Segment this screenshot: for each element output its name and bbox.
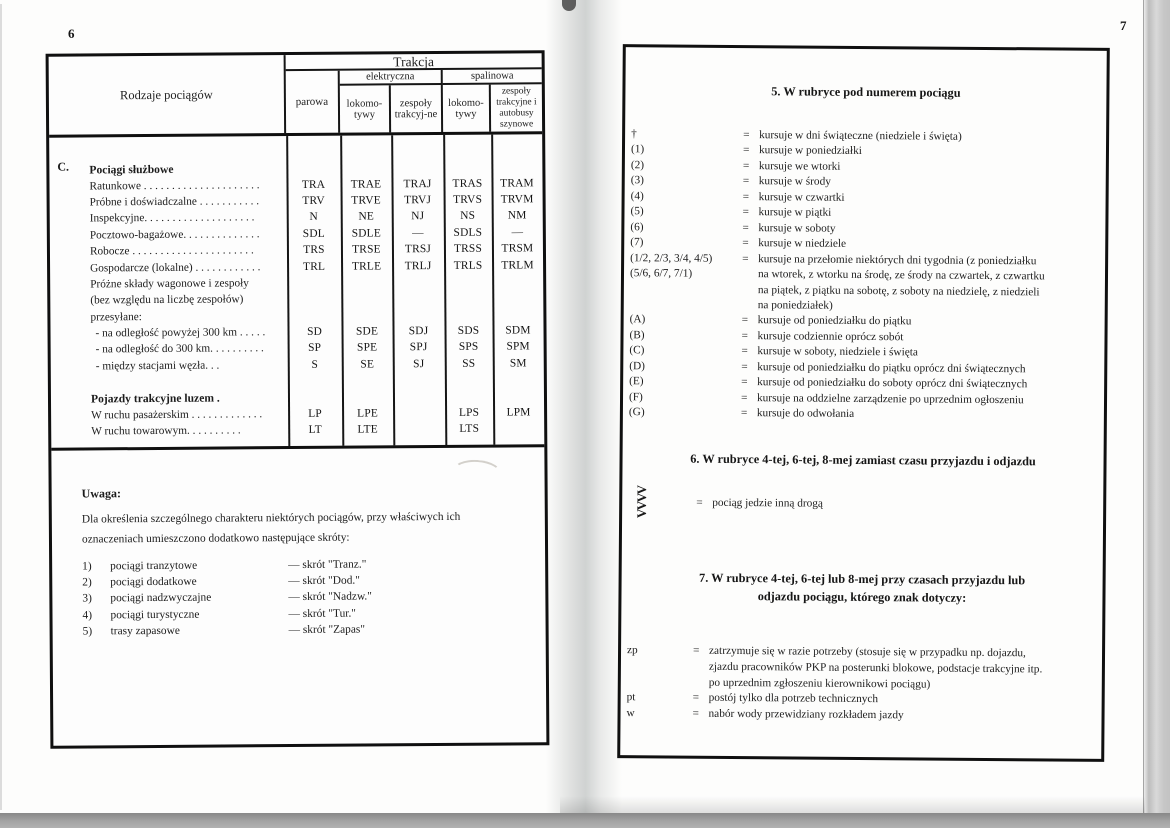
train-type-label: - między stacjami węzła. . . (95, 359, 220, 373)
symbol-item (629, 405, 1099, 424)
section5-heading: 5. W rubryce pod numerem pociągu (771, 84, 961, 100)
equals-sign: = (742, 221, 749, 234)
definition-cell: kursuje codziennie oprócz sobót (757, 330, 904, 344)
train-type-label: Robocze . . . . . . . . . . . . . . . . . . . . . . (89, 244, 254, 258)
section7-heading-line2: odjazdu pociągu, którego znak dotyczy: (757, 589, 967, 605)
train-type-label: Ratunkowe . . . . . . . . . . . . . . . . . . . . . (89, 178, 260, 193)
traction-code-electric-loco: SDE (355, 325, 379, 338)
equals-sign: = (742, 144, 750, 157)
traction-code-diesel-loco: SDLS (453, 226, 483, 239)
traction-code-steam: TRA (301, 178, 326, 191)
book-gutter-shadow (546, 0, 622, 813)
traction-code-diesel-loco: LPS (458, 406, 480, 419)
symbol-cell: (B) (629, 329, 645, 342)
equals-sign: = (693, 644, 700, 657)
definition-cell: kursuje we wtorki (758, 160, 841, 173)
symbol-cell: (A) (629, 313, 646, 326)
traction-code-diesel-loco: SS (462, 357, 476, 370)
definition-cell: kursuje w poniedziałki (758, 144, 862, 158)
train-type-label: W ruchu pasażerskim . . . . . . . . . . . . . (91, 408, 263, 422)
note-item (83, 620, 523, 639)
note-item-number: 2) (82, 576, 92, 589)
traction-code-electric-unit: TRVJ (404, 194, 432, 207)
traction-code-steam: TRS (303, 243, 325, 257)
train-row (51, 421, 544, 441)
note-section (82, 483, 523, 639)
bottom-soft-shadow (560, 796, 1145, 813)
reroute-symbol-item (628, 481, 1098, 527)
traction-code-electric-loco: SDLE (351, 227, 382, 240)
equals-sign: = (696, 496, 703, 509)
train-type-label: Pojazdy trakcyjne luzem . (90, 391, 220, 406)
note-item-abbreviation: — skrót "Tur." (288, 607, 356, 620)
note-item-label: pociągi nadzwyczajne (110, 592, 212, 605)
note-item-label: pociągi tranzytowe (110, 559, 198, 573)
traction-code-electric-unit: SDJ (408, 325, 429, 338)
traction-code-electric-unit: TRLJ (404, 259, 432, 272)
column-header-diesel-units-railbuses: zespoły trakcyjne i autobusy szynowe (496, 85, 537, 130)
equals-sign: = (742, 190, 750, 203)
symbol-cell: (F) (628, 390, 643, 403)
row-header-train-kinds: Rodzaje pociągów (49, 55, 287, 135)
definition-cell: postój tylko dla potrzeb technicznych (708, 692, 879, 706)
traction-code-electric-unit: TRSJ (404, 243, 432, 256)
note-items (82, 555, 523, 639)
traction-code-diesel-unit: TRVM (500, 193, 534, 206)
train-type-label: przesyłane: (90, 310, 142, 324)
definition-cell: pociąg jedzie inną drogą (712, 496, 823, 510)
traction-code-electric-loco: NE (358, 210, 375, 223)
traction-code-electric-unit: TRAJ (403, 177, 432, 190)
symbol-list (629, 127, 1101, 424)
symbol-cell: zp (627, 644, 638, 657)
traction-code-diesel-loco: SDS (457, 324, 480, 337)
equals-sign: = (741, 329, 748, 342)
traction-code-steam: LP (308, 407, 322, 420)
note-item-label: pociągi turystyczne (110, 608, 200, 621)
symbol-cell: (3) (630, 174, 644, 187)
traction-code-diesel-loco: TRLS (453, 259, 483, 272)
note-item-abbreviation: — skrót "Tranz." (288, 558, 367, 572)
train-rows (49, 134, 544, 440)
scan-left-edge (0, 4, 2, 810)
equals-sign: = (742, 159, 750, 173)
equals-sign: = (740, 391, 748, 404)
scan-bottom-band (0, 813, 1170, 828)
definition-cell: kursuje w piątki (758, 206, 832, 220)
symbol-cell: (5) (630, 205, 644, 218)
symbol-cell: (D) (629, 359, 646, 373)
note-intro: Dla określenia szczególnego charakteru niektórych pociągów, przy właściwych ich oznaczeniach umieszczono dodatkowo następujące skróty: (81, 510, 461, 546)
traction-code-diesel-unit: TRLM (501, 258, 534, 272)
train-type-label: W ruchu towarowym. . . . . . . . . . (91, 424, 241, 438)
symbol-cell: (E) (629, 375, 644, 388)
traction-code-diesel-unit: SM (509, 357, 527, 370)
traction-code-diesel-unit: SPM (506, 340, 530, 354)
train-type-label: Próbne i doświadczalne . . . . . . . . . . . (89, 195, 260, 209)
symbol-item (626, 706, 1098, 726)
equals-sign: = (741, 376, 748, 389)
definition-cell: kursuje w czwartki (758, 190, 845, 204)
symbol-cell: (7) (630, 236, 644, 249)
equals-sign: = (740, 407, 748, 420)
traction-code-diesel-loco: LTS (459, 423, 480, 436)
symbol-cell: (4) (630, 189, 644, 203)
traction-code-electric-loco: TRSE (352, 243, 381, 256)
symbols-legend-frame (617, 44, 1110, 762)
equals-sign: = (742, 206, 749, 219)
traction-code-steam: SP (308, 342, 322, 355)
equals-sign: = (741, 345, 748, 358)
traction-code-diesel-loco: TRVS (453, 193, 483, 206)
column-header-steam: parowa (286, 71, 340, 133)
traction-code-electric-unit: — (412, 226, 424, 239)
definition-cell: kursuje do odwołania (756, 407, 855, 421)
definition-cell: kursuje od poniedziałku do soboty oprócz dni świątecznych (757, 376, 1028, 391)
traction-code-steam: TRV (302, 194, 325, 207)
traction-code-electric-loco: SPE (356, 341, 378, 355)
symbol-cell: w (626, 707, 635, 720)
traction-code-electric-unit: SJ (413, 357, 425, 371)
equals-sign: = (692, 692, 700, 705)
note-item-label: pociągi dodatkowe (110, 575, 197, 589)
symbol-cell: (6) (630, 220, 644, 233)
definition-cell: zatrzymuje się w razie potrzeby (stosuje się w przypadku np. dojazdu, zjazdu pracowników PKP na posterunki blokowe, podstacje trakcyjne itp. po uprzednim zgłoszeniu kierownikowi pociągu) (708, 644, 1043, 691)
traction-code-electric-loco: SE (360, 358, 375, 371)
note-item-number: 3) (82, 592, 92, 605)
note-item-number: 4) (82, 609, 93, 622)
definition-cell: kursuje w soboty (758, 221, 836, 235)
symbol-cell: (G) (628, 406, 645, 419)
traction-code-diesel-unit: SDM (505, 324, 531, 337)
train-type-label (51, 381, 288, 383)
traction-code-diesel-loco: NS (460, 210, 476, 223)
left-page-number: 6 (68, 26, 75, 41)
symbol-cell: (2) (630, 159, 645, 172)
table-header (49, 53, 543, 137)
section7-heading-line1: 7. W rubryce 4-tej, 6-tej lub 8-mej przy czasach przyjazdu lub (699, 570, 1026, 588)
definition-cell: kursuje w środy (758, 175, 831, 189)
traction-code-electric-loco: LPE (357, 407, 379, 420)
equals-sign: = (742, 252, 749, 265)
section-letter: C. (57, 159, 70, 174)
traction-code-electric-unit: NJ (411, 210, 425, 223)
column-header-diesel-locomotives: lokomo- tywy (443, 85, 491, 132)
equals-sign: = (743, 129, 750, 142)
traction-code-diesel-unit: TRAM (500, 176, 534, 190)
train-type-label: Pociągi służbowe (89, 162, 174, 177)
definition-cell: nabór wody przewidziany rozkładem jazdy (708, 707, 904, 722)
definition-cell: kursuje na oddzielne zarządzenie po uprzednim ogłoszeniu (756, 391, 1024, 406)
traction-code-electric-loco: TRVE (351, 194, 381, 207)
traction-code-steam: TRL (302, 260, 326, 273)
stop-symbol-list (626, 643, 1099, 726)
traction-code-electric-unit: SPJ (409, 341, 428, 354)
traction-code-electric-loco: TRLE (351, 259, 382, 273)
definition-cell: kursuje od poniedziałku do piątku (757, 314, 912, 328)
table-title-traction: Trakcja (286, 53, 542, 71)
symbol-item (630, 251, 1100, 317)
traction-code-diesel-unit: TRSM (501, 242, 534, 255)
column-group-diesel: spalinowa (443, 69, 542, 85)
traction-code-diesel-unit: LPM (506, 406, 531, 419)
train-type-label: - na odległość powyżej 300 km . . . . . (95, 326, 266, 340)
column-header-electric-units: zespoły trakcyj-ne (391, 85, 443, 132)
traction-code-steam: LT (308, 424, 322, 437)
section6-heading: 6. W rubryce 4-tej, 6-tej, 8-mej zamiast czasu przyjazdu i odjazdu (690, 451, 1036, 469)
traction-code-steam: N (309, 211, 318, 224)
traction-code-diesel-unit: — (511, 226, 524, 239)
symbol-cell: pt (626, 691, 636, 704)
symbol-cell: (1) (630, 143, 645, 156)
symbol-cell: (1/2, 2/3, 3/4, 4/5) (5/6, 6/7, 7/1) (629, 251, 713, 280)
column-header-electric-locomotives: lokomo- tywy (340, 85, 391, 132)
column-group-electric: elektryczna (340, 70, 443, 86)
definition-cell: kursuje na przełomie niektórych dni tygodnia (z poniedziałku na wtorek, z wtorku na środę, ze środy na czwartek, z czwartku na piątek, z piątku na sobotę, z soboty na niedzielę, z niedzieli na poniedziałek) (757, 252, 1045, 312)
train-type-label: Inspekcyjne. . . . . . . . . . . . . . . . . . . . (89, 211, 255, 225)
traction-code-diesel-loco: SPS (458, 341, 479, 354)
note-item-abbreviation: — skrót "Nadzw." (288, 590, 372, 604)
note-item-abbreviation: — skrót "Zapas" (288, 623, 366, 636)
equals-sign: = (742, 175, 750, 188)
equals-sign: = (741, 314, 749, 327)
note-item-abbreviation: — skrót "Dod." (288, 574, 360, 588)
page-edge-strip (1143, 0, 1170, 813)
definition-cell: kursuje w niedziele (758, 237, 847, 251)
symbol-cell: † (631, 128, 637, 141)
train-type-label: - na odległość do 300 km. . . . . . . . . . (95, 342, 264, 356)
table-bottom-rule (51, 444, 544, 450)
traction-code-electric-loco: LTE (357, 423, 378, 437)
reroute-chevrons-icon (628, 481, 696, 524)
symbol-cell: (C) (629, 344, 645, 357)
note-item-number: 5) (82, 625, 93, 638)
traction-code-diesel-loco: TRSS (453, 242, 483, 256)
train-type-label: (bez względu na liczbę zespołów) (90, 293, 244, 307)
equals-sign: = (741, 360, 748, 373)
right-page-number: 7 (1120, 18, 1127, 33)
definition-cell: kursuje w soboty, niedziele i święta (757, 345, 918, 359)
traction-code-electric-loco: TRAE (350, 177, 382, 191)
traction-code-diesel-unit: NM (507, 209, 527, 222)
traction-code-steam: SDL (302, 227, 325, 240)
traction-code-steam: SD (307, 325, 323, 339)
definition-cell: kursuje od poniedziałku do piątku oprócz dni świątecznych (757, 360, 1026, 376)
definition-cell: kursuje w dni świąteczne (niedziele i święta) (759, 129, 962, 143)
chevron-glyphs: VVVV (633, 486, 650, 519)
note-item-number: 1) (82, 560, 92, 573)
equals-sign: = (742, 237, 749, 250)
train-type-label: Gospodarcze (lokalne) . . . . . . . . . . . . (90, 260, 261, 274)
equals-sign: = (692, 707, 699, 720)
note-heading: Uwaga: (81, 486, 122, 501)
traction-code-steam: S (311, 358, 319, 371)
train-type-label: Pocztowo-bagażowe. . . . . . . . . . . . . . (89, 228, 260, 242)
symbol-item (627, 643, 1099, 694)
train-type-label: Próżne składy wagonowe i zespoły (90, 277, 249, 291)
traction-code-diesel-loco: TRAS (452, 177, 483, 190)
note-item-label: trasy zapasowe (110, 624, 180, 638)
train-types-table-frame (46, 50, 550, 748)
